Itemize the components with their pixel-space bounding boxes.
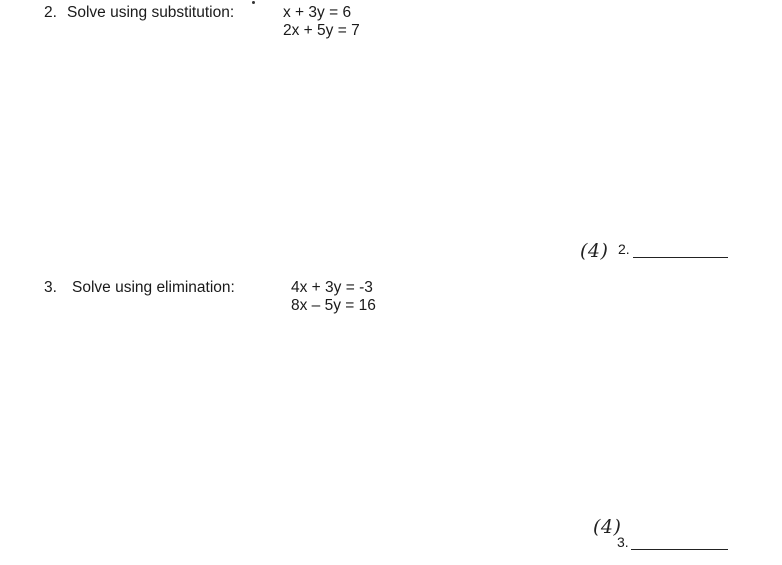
problem-3-instruction: Solve using elimination: bbox=[72, 279, 235, 296]
problem-2-equations bbox=[283, 4, 360, 40]
equation-line: x + 3y = 6 bbox=[283, 4, 352, 21]
problem-3-answer-label: 3. bbox=[617, 534, 629, 550]
problem-3-equations bbox=[291, 279, 376, 315]
problem-3-answer-blank bbox=[631, 549, 728, 550]
problem-2-instruction: Solve using substitution: bbox=[67, 4, 235, 21]
equation-line: 8x – 5y = 16 bbox=[291, 297, 376, 314]
problem-2-answer-label: 2. bbox=[618, 241, 630, 257]
equation-line: 2x + 5y = 7 bbox=[283, 22, 360, 39]
equation-line: 4x + 3y = -3 bbox=[291, 279, 373, 296]
problem-2-points-handwritten: (4) bbox=[580, 240, 609, 262]
problem-3-points-handwritten: (4) bbox=[593, 516, 622, 538]
problem-2-number: 2. bbox=[44, 4, 57, 21]
problem-3-number: 3. bbox=[44, 279, 57, 296]
stray-pen-mark bbox=[252, 1, 255, 4]
problem-2-answer-blank bbox=[633, 257, 728, 258]
